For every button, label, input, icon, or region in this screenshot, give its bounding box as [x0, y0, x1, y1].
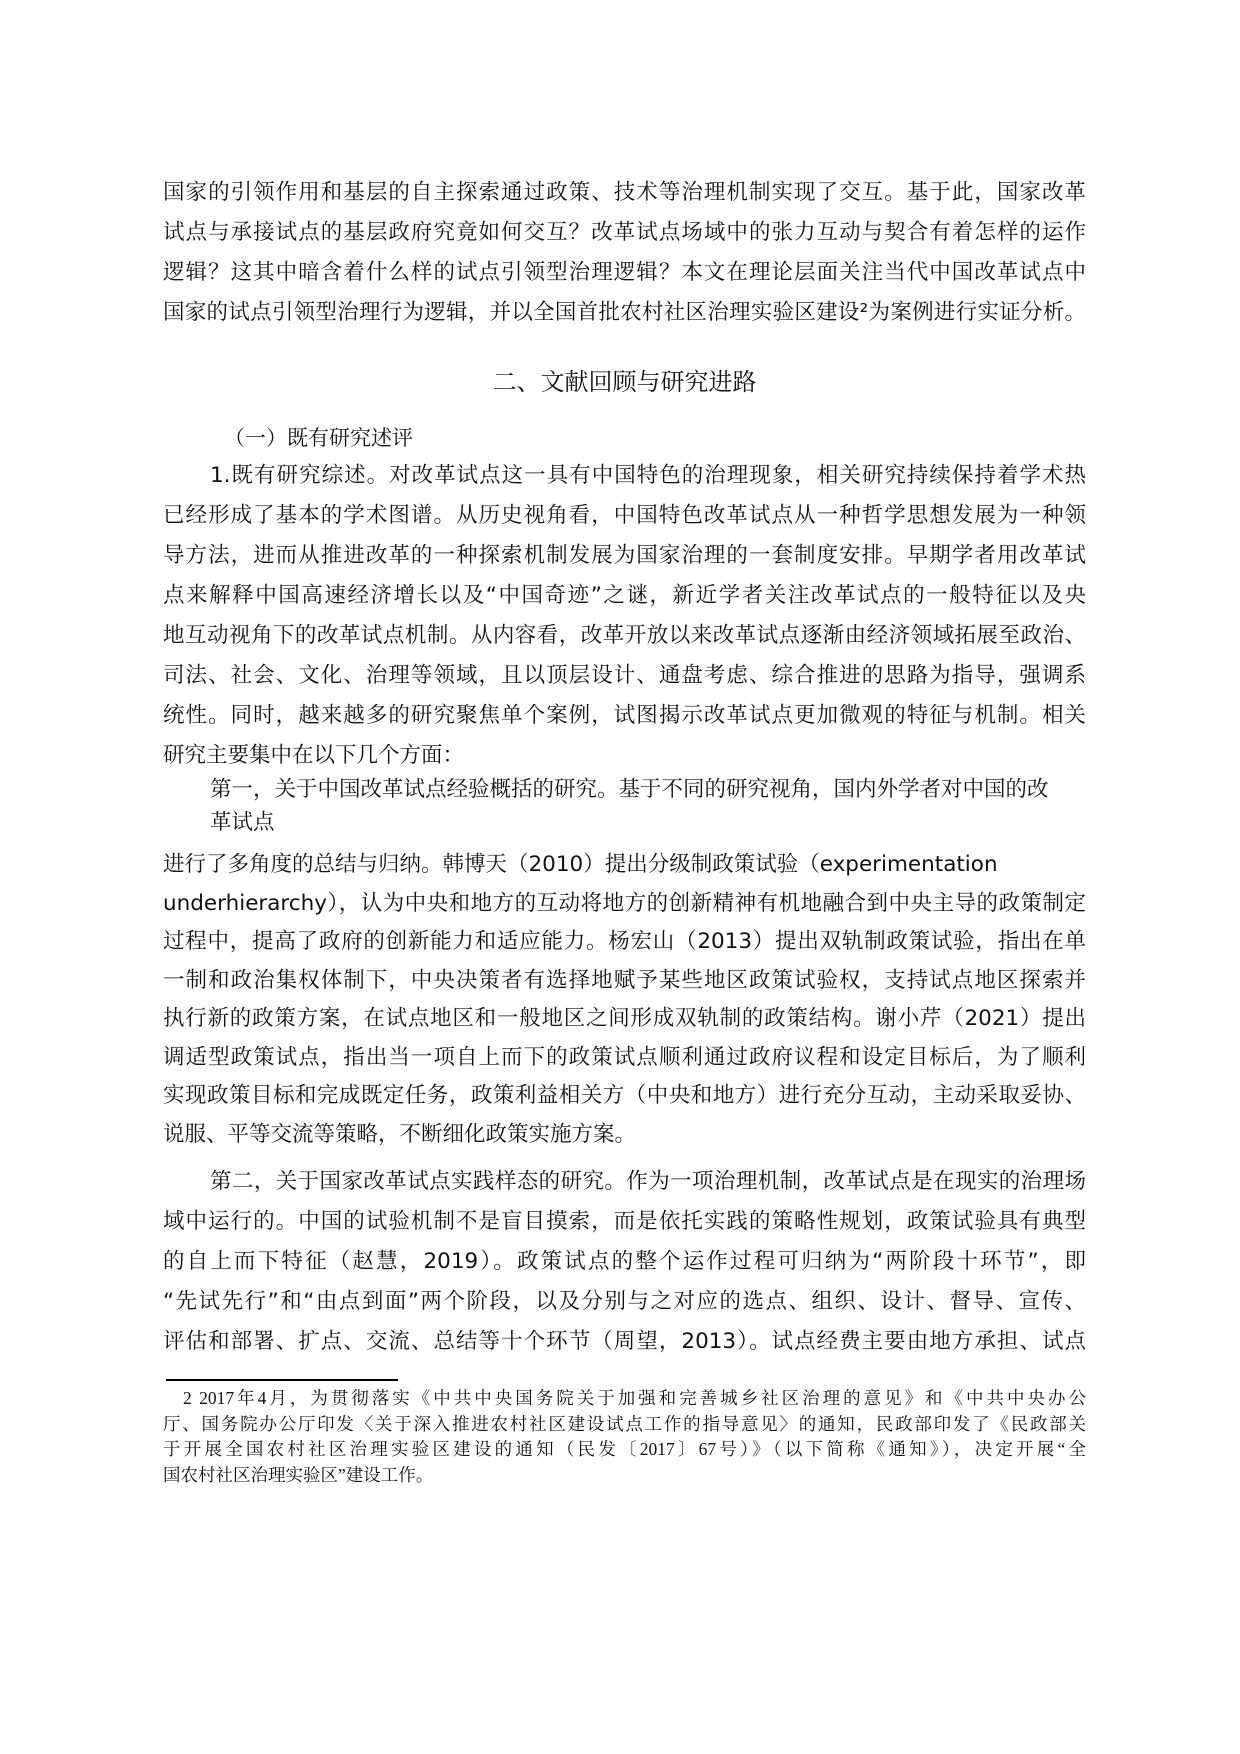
text-line: 点来解释中国高速经济增长以及“中国奇迹”之谜，新近学者关注改革试点的一般特征以及央: [163, 583, 1086, 608]
text-line: 调适型政策试点，指出当一项自上而下的政策试点顺利通过政府议程和设定目标后，为了顺利: [163, 1044, 1086, 1070]
text-line: 的自上而下特征（赵慧，2019）。政策试点的整个运作过程可归纳为“两阶段十环节”，即: [163, 1249, 1086, 1274]
text-line: 逻辑？这其中暗含着什么样的试点引领型治理逻辑？本文在理论层面关注当代中国改革试点中: [163, 260, 1086, 285]
text-line: 实现政策目标和完成既定任务，政策利益相关方（中央和地方）进行充分互动，主动采取妥协、: [163, 1083, 1086, 1108]
text-line: “先试先行”和“由点到面”两个阶段，以及分别与之对应的选点、组织、设计、督导、宣传、: [163, 1289, 1086, 1314]
text-line: 已经形成了基本的学术图谱。从历史视角看，中国特色改革试点从一种哲学思想发展为一种领: [163, 503, 1086, 528]
text-line: 统性。同时，越来越多的研究聚焦单个案例，试图揭示改革试点更加微观的特征与机制。相关: [163, 703, 1086, 728]
text-line: 国家的引领作用和基层的自主探索通过政策、技术等治理机制实现了交互。基于此，国家改革: [163, 180, 1086, 205]
text-line: 研究主要集中在以下几个方面：: [163, 743, 465, 768]
text-line: 评估和部署、扩点、交流、总结等十个环节（周望，2013）。试点经费主要由地方承担、试点: [163, 1329, 1086, 1354]
text-line: 2 2017年4月，为贯彻落实《中共中央国务院关于加强和完善城乡社区治理的意见》和《中共中央办公: [183, 1388, 1086, 1408]
text-line: 于开展全国农村社区治理实验区建设的通知（民发〔2017〕67号）》（以下简称《通知》），决定开展“全: [163, 1439, 1086, 1460]
paragraph-first-point-body: [163, 846, 1086, 1154]
text-line: underhierarchy），认为中央和地方的互动将地方的创新精神有机地融合到中央主导的政策制定: [163, 890, 1086, 916]
text-line: 第二，关于国家改革试点实践样态的研究。作为一项治理机制，改革试点是在现实的治理场: [210, 1169, 1086, 1194]
text-line: 一制和政治集权体制下，中央决策者有选择地赋予某些地区政策试验权，支持试点地区探索并: [163, 967, 1086, 993]
text-line: 革试点: [210, 810, 275, 835]
paragraph-second-point: [163, 1162, 1086, 1362]
text-line: 进行了多角度的总结与归纳。韩博天（2010）提出分级制政策试验（experimentation: [163, 852, 998, 877]
footnote: [163, 1386, 1086, 1489]
text-line: 说服、平等交流等策略，不断细化政策实施方案。: [163, 1121, 637, 1147]
text-line: 执行新的政策方案，在试点地区和一般地区之间形成双轨制的政策结构。谢小芹（2021）提出: [163, 1006, 1086, 1031]
text-line: 厅、国务院办公厅印发〈关于深入推进农村社区建设试点工作的指导意见〉的通知，民政部印发了《民政部关: [163, 1413, 1086, 1434]
intro-paragraph: [163, 173, 1086, 333]
text-line: 第一，关于中国改革试点经验概括的研究。基于不同的研究视角，国内外学者对中国的改: [210, 777, 1049, 802]
text-line: 司法、社会、文化、治理等领域，且以顶层设计、通盘考虑、综合推进的思路为指导，强调系: [163, 663, 1086, 688]
footnote-separator: [166, 1379, 398, 1381]
paragraph-literature-summary: [163, 456, 1086, 776]
text-line: 国家的试点引领型治理行为逻辑，并以全国首批农村社区治理实验区建设²为案例进行实证分析。: [163, 300, 1086, 325]
text-line: 地互动视角下的改革试点机制。从内容看，改革开放以来改革试点逐渐由经济领域拓展至政治、: [163, 623, 1086, 648]
text-line: 试点与承接试点的基层政府究竟如何交互？改革试点场域中的张力互动与契合有着怎样的运作: [163, 220, 1086, 245]
text-line: 国农村社区治理实验区”建设工作。: [163, 1465, 434, 1486]
text-line: 域中运行的。中国的试验机制不是盲目摸索，而是依托实践的策略性规划，政策试验具有典型: [163, 1209, 1086, 1234]
subsection-heading: （一）既有研究述评: [224, 426, 413, 450]
paragraph-first-point: [163, 773, 1086, 839]
text-line: 1.既有研究综述。对改革试点这一具有中国特色的治理现象，相关研究持续保持着学术热: [210, 463, 1086, 488]
section-heading: 二、文献回顾与研究进路: [492, 368, 757, 396]
text-line: 导方法，进而从推进改革的一种探索机制发展为国家治理的一套制度安排。早期学者用改革试: [163, 543, 1086, 568]
text-line: 过程中，提高了政府的创新能力和适应能力。杨宏山（2013）提出双轨制政策试验，指出在单: [163, 929, 1086, 954]
